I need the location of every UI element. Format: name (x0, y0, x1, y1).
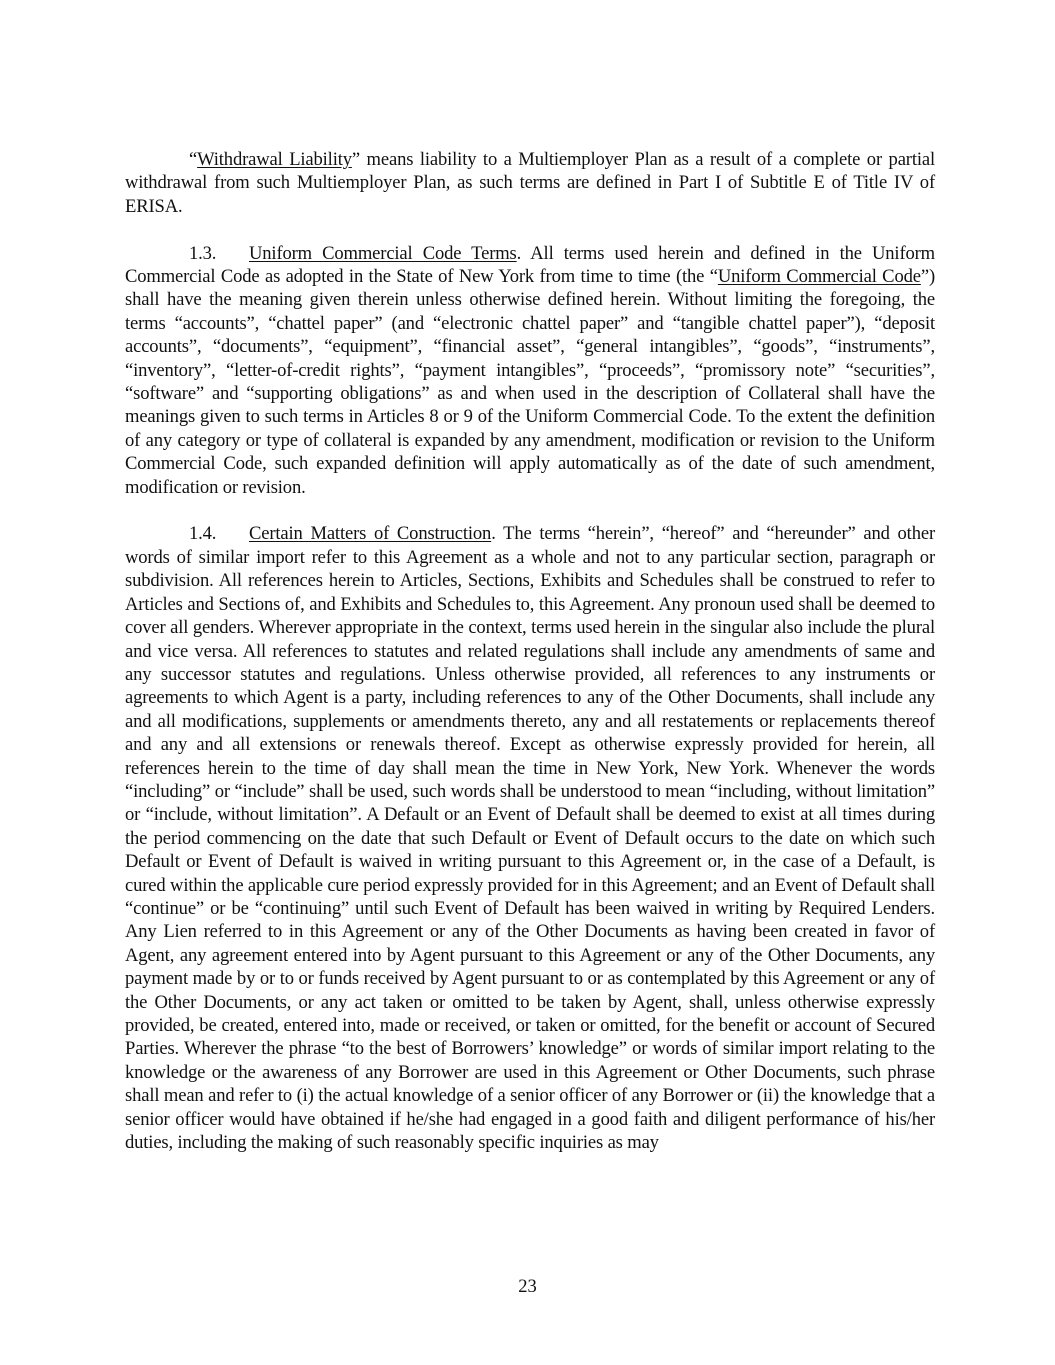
paragraph-withdrawal-liability (125, 148, 935, 218)
section-1-3 (125, 242, 935, 499)
page-body (125, 148, 935, 1178)
paragraph-text: ”) shall have the meaning given therein unless otherwise defined herein. Without limiting the foregoing, the terms “accounts”, “chattel paper” (and “electronic chattel paper” and “tangible chattel paper”), “deposit accounts”, “documents”, “equipment”, “financial asset”, “general intangibles”, “goods”, “instruments”, “inventory”, “letter-of-credit rights”, “payment intangibles”, “proceeds”, “promissory note” “securities”, “software” and “supporting obligations” as and when used in the description of Collateral shall have the meanings given to such terms in Articles 8 or 9 of the Uniform Commercial Code. To the extent the definition of any category or type of collateral is expanded by any amendment, modification or revision to the Uniform Commercial Code, such expanded definition will apply automatically as of the date of such amendment, modification or revision. (125, 266, 935, 498)
section-heading: Uniform Commercial Code Terms (249, 242, 517, 264)
section-number: 1.4. (189, 523, 217, 545)
defined-term-uniform-commercial-code: Uniform Commercial Code (717, 266, 921, 288)
open-quote: “ (189, 149, 198, 170)
defined-term-withdrawal-liability: Withdrawal Liability (197, 149, 352, 170)
paragraph-text: ” means liability to a Multiemployer Plan as a result of a complete or partial withdrawal from such Multiemployer Plan, as such terms are defined in Part I of Subtitle E of Title IV of ERISA. (125, 149, 935, 217)
section-number: 1.3. (189, 242, 217, 264)
section-1-4 (125, 522, 935, 1154)
section-heading: Certain Matters of Construction (249, 523, 492, 545)
paragraph-text: . The terms “herein”, “hereof” and “hereunder” and other words of similar import refer to this Agreement as a whole and not to any particular section, paragraph or subdivision. All references herein to Articles, Sections, Exhibits and Schedules shall be construed to refer to Articles and Sections of, and Exhibits and Schedules to, this Agreement. Any pronoun used shall be deemed to cover all genders. Wherever appropriate in the context, terms used herein in the singular also include the plural and vice versa. All references to statutes and related regulations shall include any amendments of same and any successor statutes and regulations. Unless otherwise provided, all references to any instruments or agreements to which Agent is a party, including references to any of the Other Documents, shall include any and all modifications, supplements or amendments thereto, any and all restatements or replacements thereof and any and all extensions or renewals thereof. Except as otherwise expressly provided for herein, all references herein to the time of day shall mean the time in New York, New York. Whenever the words “including” or “include” shall be used, such words shall be understood to mean “including, without limitation” or “include, without limitation”. A Default or an Event of Default shall be deemed to exist at all times during the period commencing on the date that such Default or Event of Default occurs to the date on which such Default or Event of Default is waived in writing pursuant to this Agreement or, in the case of a Default, is cured within the applicable cure period expressly provided for in this Agreement; and an Event of Default shall “continue” or be “continuing” until such Event of Default has been waived in writing by Required Lenders. Any Lien referred to in this Agreement or any of the Other Documents as having been created in favor of Agent, any agreement entered into by Agent pursuant to this Agreement or any of the Other Documents, any payment made by or to or funds received by Agent pursuant to or as contemplated by this Agreement or any of the Other Documents, or any act taken or omitted to be taken by Agent, shall, unless otherwise expressly provided, be created, entered into, made or received, or taken or omitted, for the benefit or account of Secured Parties. Wherever the phrase “to the best of Borrowers’ knowledge” or words of similar import relating to the knowledge or the awareness of any Borrower are used in this Agreement or Other Documents, such phrase shall mean and refer to (i) the actual knowledge of a senior officer of any Borrower or (ii) the knowledge that a senior officer would have obtained if he/she had engaged in a good faith and diligent performance of his/her duties, including the making of such reasonably specific inquiries as may (125, 523, 935, 1154)
paragraph-text: . All terms used herein and defined in the Uniform Commercial Code as adopted in the State of New York from time to time (the “ (125, 242, 935, 288)
page-number: 23 (518, 1276, 537, 1297)
